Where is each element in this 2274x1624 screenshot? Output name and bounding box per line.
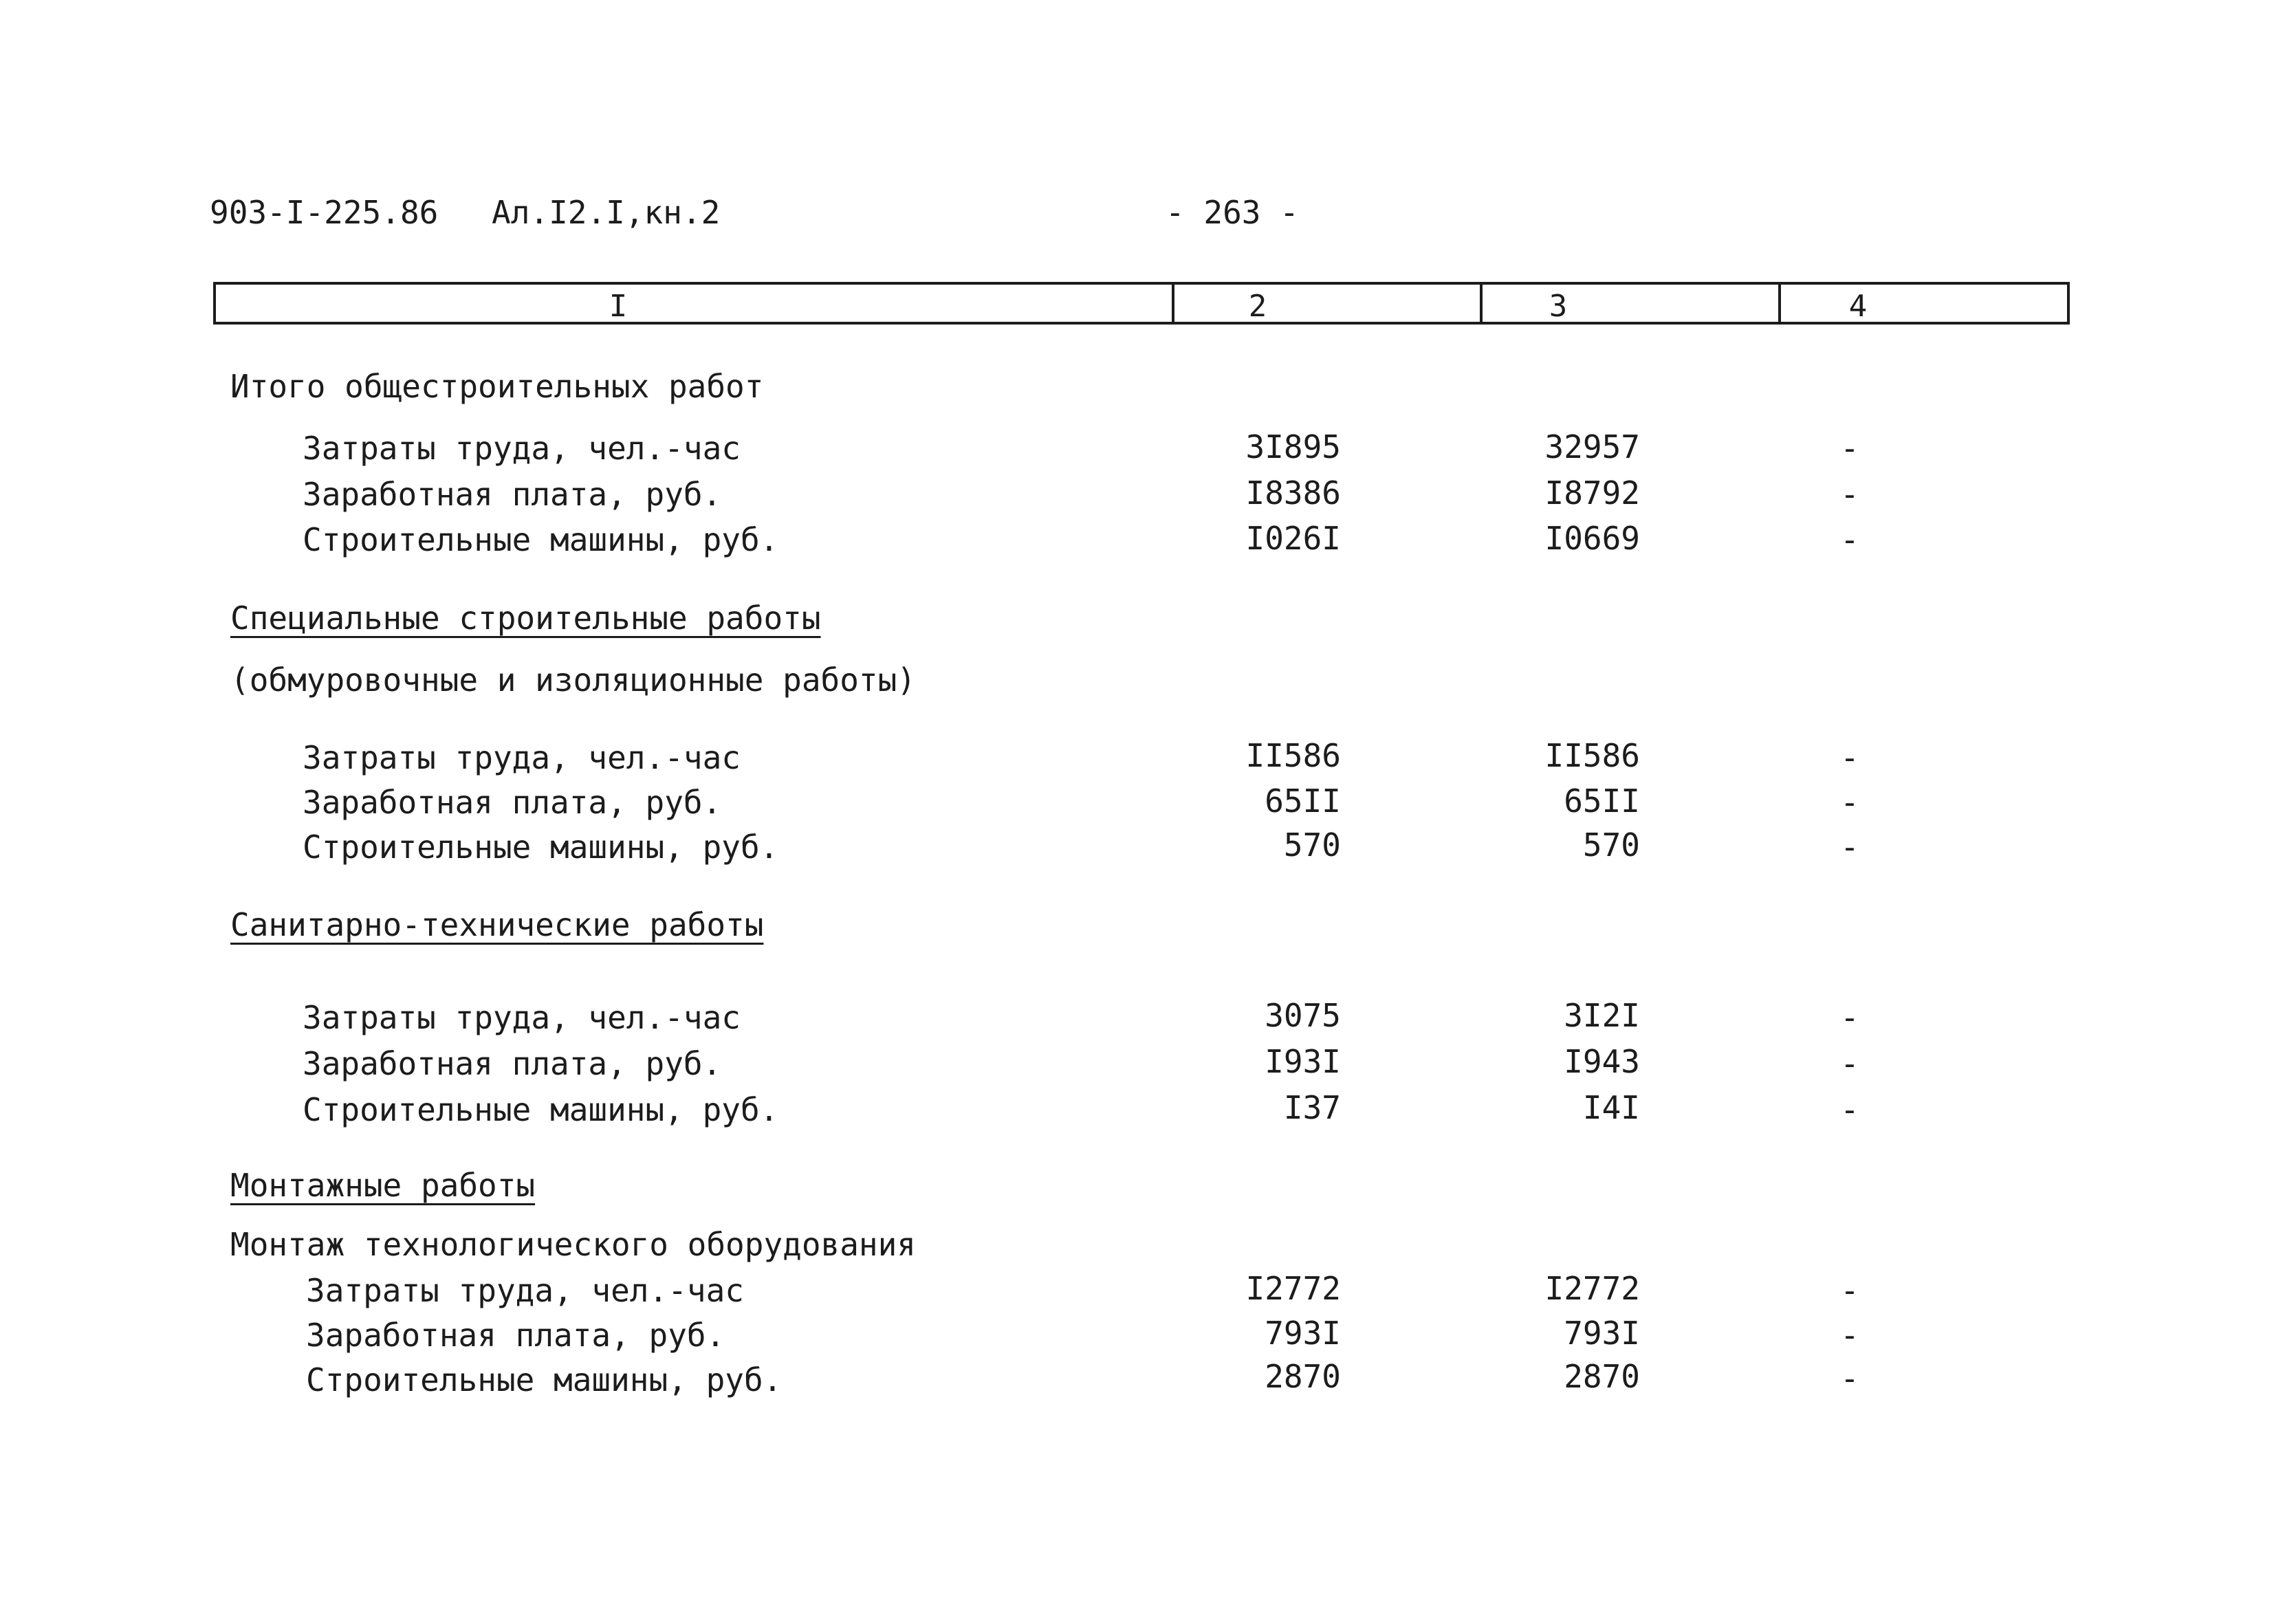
album-reference: Ал.I2.I,кн.2 [492,194,721,231]
row-value-col2: II586 [1245,737,1341,774]
row-value-col4: - [1840,1091,1859,1128]
column-header-4: 4 [1848,289,1868,324]
row-label: Затраты труда, чел.-час [306,1272,744,1309]
row-value-col3: 65II [1564,782,1640,820]
section-title: Санитарно-технические работы [230,906,764,943]
section-subtitle: Монтаж технологического оборудования [230,1226,916,1263]
row-value-col3: I8792 [1544,474,1640,512]
row-value-col2: I93I [1265,1043,1341,1080]
row-value-col2: 3I895 [1245,428,1341,465]
row-value-col3: I4I [1582,1089,1640,1126]
row-label: Затраты труда, чел.-час [303,739,741,776]
row-value-col2: 2870 [1265,1358,1341,1395]
row-label: Заработная плата, руб. [303,784,722,821]
row-value-col3: 2870 [1564,1358,1640,1395]
section-title: Специальные строительные работы [230,600,821,637]
row-value-col4: - [1840,829,1859,866]
row-value-col4: - [1840,739,1859,776]
row-value-col3: 3I2I [1564,997,1640,1034]
row-label: Заработная плата, руб. [303,476,722,513]
row-value-col4: - [1840,1272,1859,1309]
column-divider [1480,282,1483,325]
row-value-col4: - [1840,1360,1859,1397]
row-label: Строительные машины, руб. [306,1361,783,1398]
row-value-col2: 793I [1265,1315,1341,1352]
page-number: - 263 - [1166,194,1299,231]
column-header-row [213,282,2070,325]
column-divider [1778,282,1781,325]
row-value-col3: 570 [1582,826,1640,864]
section-title: Монтажные работы [230,1167,536,1204]
row-label: Строительные машины, руб. [303,1091,779,1128]
row-value-col3: 32957 [1544,428,1640,465]
row-value-col2: I2772 [1245,1270,1341,1307]
column-header-3: 3 [1549,289,1568,324]
row-value-col2: I37 [1283,1089,1341,1126]
row-label: Затраты труда, чел.-час [303,430,741,467]
row-value-col2: 3075 [1265,997,1341,1034]
row-value-col4: - [1840,1045,1859,1082]
row-value-col2: I8386 [1245,474,1341,512]
row-value-col2: I026I [1245,520,1341,557]
column-header-2: 2 [1248,289,1267,324]
row-label: Заработная плата, руб. [306,1317,725,1354]
row-value-col4: - [1840,784,1859,821]
row-label: Заработная плата, руб. [303,1045,722,1082]
document-code: 903-I-225.86 [210,194,439,231]
row-value-col4: - [1840,476,1859,513]
row-value-col4: - [1840,1317,1859,1354]
row-value-col4: - [1840,999,1859,1036]
row-value-col3: II586 [1544,737,1640,774]
column-header-1: I [609,289,628,324]
row-label: Строительные машины, руб. [303,521,779,558]
row-value-col2: 570 [1283,826,1341,864]
row-value-col3: I0669 [1544,520,1640,557]
section-subtitle: (обмуровочные и изоляционные работы) [230,661,916,699]
row-value-col2: 65II [1265,782,1341,820]
row-value-col3: I2772 [1544,1270,1640,1307]
row-value-col3: I943 [1564,1043,1640,1080]
section-title: Итого общестроительных работ [230,368,764,405]
row-label: Строительные машины, руб. [303,829,779,866]
column-divider [1172,282,1174,325]
row-value-col4: - [1840,521,1859,558]
row-label: Затраты труда, чел.-час [303,999,741,1036]
row-value-col3: 793I [1564,1315,1640,1352]
row-value-col4: - [1840,430,1859,467]
